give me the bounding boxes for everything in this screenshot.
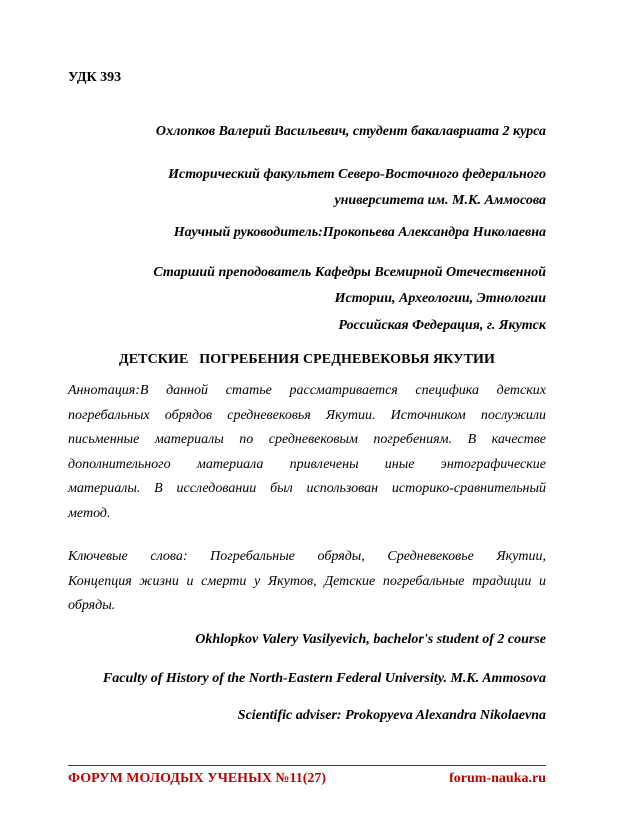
annotation-line: погребальных обрядов средневековья Якутии. Источником послужили — [68, 407, 546, 423]
annotation — [68, 379, 546, 526]
author-en — [195, 632, 546, 648]
advisor-ru-text: Научный руководитель:Прокопьева Александра Николаевна — [173, 225, 546, 240]
keywords-line: Концепция жизни и смерти у Якутов, Детские погребальные традиции и — [68, 573, 546, 589]
location-ru-text: Российская Федерация, г. Якутск — [338, 318, 546, 333]
keywords-line: обряды. — [68, 598, 116, 613]
faculty-ru-line-2: университета им. М.К. Аммосова — [334, 193, 546, 208]
faculty-en — [103, 671, 546, 687]
faculty-ru-line-1: Исторический факультет Северо-Восточного федерального — [168, 167, 546, 182]
keywords — [68, 545, 546, 619]
footer-divider — [68, 765, 546, 766]
annotation-line: материалы. В исследовании был использован историко-сравнительный — [68, 481, 546, 496]
udk-code: УДК 393 — [68, 70, 122, 85]
annotation-line: дополнительного материала привлечены иные энтографические — [68, 456, 546, 472]
annotation-line: Аннотация:В данной статье рассматривается специфика детских — [68, 383, 546, 398]
advisor-en-text: Scientific adviser: Prokopyeva Alexandra Nikolaevna — [237, 708, 546, 723]
author-ru — [156, 124, 546, 140]
author-ru-text: Охлопков Валерий Васильевич, студент бакалавриата 2 курса — [155, 124, 546, 139]
footer-journal-title: ФОРУМ МОЛОДЫХ УЧЕНЫХ №11(27) — [68, 771, 327, 786]
author-en-text: Okhlopkov Valery Vasilyevich, bachelor's student of 2 course — [195, 632, 546, 647]
annotation-line: метод. — [68, 505, 111, 521]
annotation-line: письменные материалы по средневековым погребениям. В качестве — [68, 432, 546, 447]
position-ru-line-2: Истории, Археологии, Этнологии — [334, 291, 546, 306]
position-ru-line-1: Старший преподователь Кафедры Всемирной Отечественной — [153, 265, 546, 280]
faculty-ru — [168, 162, 546, 214]
advisor-ru — [174, 225, 546, 241]
footer-site-link[interactable]: forum-nauka.ru — [449, 771, 546, 786]
article-title: ДЕТСКИЕ ПОГРЕБЕНИЯ СРЕДНЕВЕКОВЬЯ ЯКУТИИ — [118, 352, 495, 367]
advisor-en — [238, 708, 546, 724]
position-ru — [153, 260, 546, 312]
location-ru — [338, 318, 546, 334]
faculty-en-text: Faculty of History of the North-Eastern Federal University. M.K. Ammosova — [102, 671, 546, 686]
keywords-line: Ключевые слова: Погребальные обряды, Средневековье Якутии, — [68, 549, 546, 564]
